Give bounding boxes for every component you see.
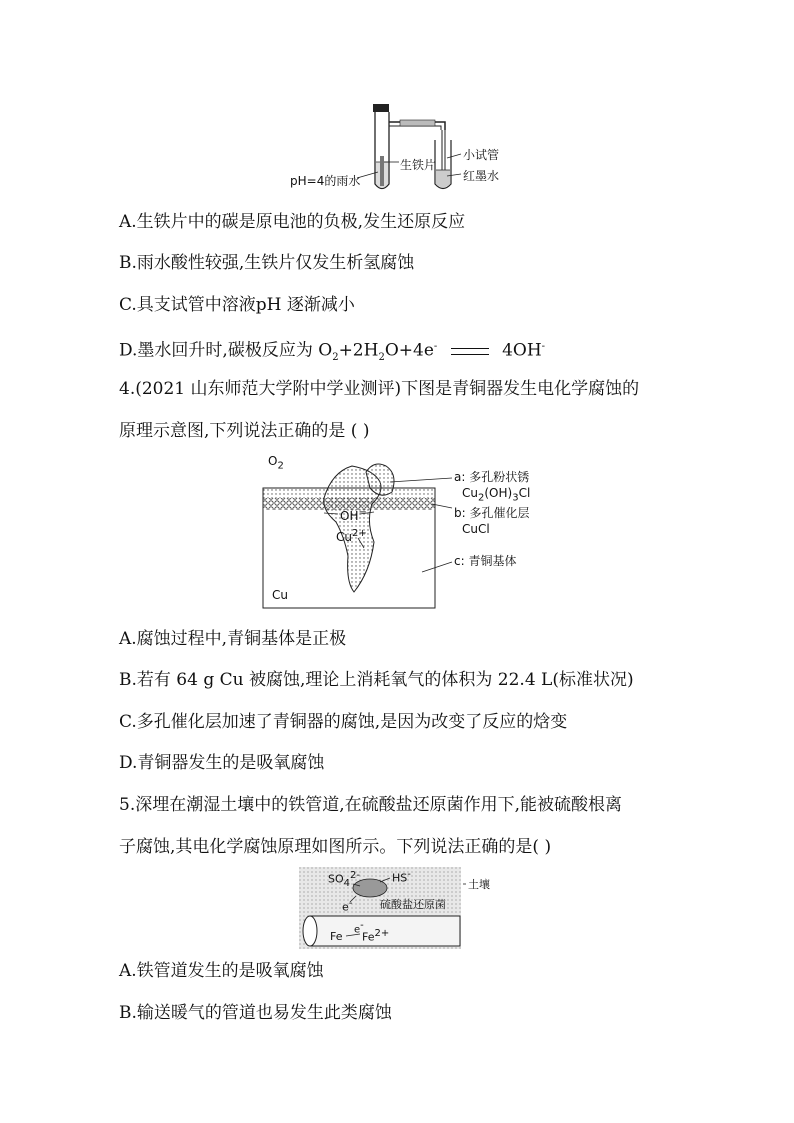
cu-label: Cu <box>272 588 288 602</box>
q5-stem-line1: 5.深埋在潮湿土壤中的铁管道,在硫酸盐还原菌作用下,能被硫酸根离 <box>119 795 623 815</box>
apparatus-figure <box>285 100 525 195</box>
q5-stem-line2: 子腐蚀,其电化学腐蚀原理如图所示。下列说法正确的是( ) <box>119 837 552 857</box>
label-b: b: 多孔催化层 <box>454 506 530 520</box>
q5-option-b: B.输送暖气的管道也易发生此类腐蚀 <box>119 1003 392 1023</box>
bronze-corrosion-figure <box>262 452 542 612</box>
q3-option-d: D.墨水回升时,碳极反应为 $O_2+2H_2O+4e^-$ 4OH- <box>119 340 546 364</box>
label-iron: 生铁片 <box>400 158 437 172</box>
q4-stem-line1: 4.(2021 山东师范大学附中学业测评)下图是青铜器发生电化学腐蚀的 <box>119 379 640 399</box>
cu2-ion: $Cu^{2+}$ <box>336 528 367 544</box>
electron-label: e- <box>342 898 353 914</box>
electron2-label: e- <box>354 920 364 936</box>
label-small-tube: 小试管 <box>463 148 500 162</box>
q4-option-b: B.若有 64 g Cu 被腐蚀,理论上消耗氧气的体积为 22.4 L(标准状况) <box>119 670 634 690</box>
label-c: c: 青铜基体 <box>454 554 517 568</box>
q4-option-d: D.青铜器发生的是吸氧腐蚀 <box>119 753 325 773</box>
label-b-formula: CuCl <box>462 522 490 536</box>
so4-ion: $SO_4^{2-}$ <box>328 870 360 889</box>
o2-label: $O_2$ <box>268 454 284 472</box>
pipe-corrosion-figure <box>298 866 498 950</box>
bacteria-label: 硫酸盐还原菌 <box>380 898 446 911</box>
q4-option-a: A.腐蚀过程中,青铜基体是正极 <box>119 629 347 649</box>
double-line-arrow <box>451 348 489 355</box>
hs-ion: HS- <box>392 869 411 885</box>
label-ink: 红墨水 <box>463 169 500 183</box>
label-a: a: 多孔粉状锈 <box>454 470 530 484</box>
oh-ion: OH− <box>340 507 367 523</box>
q3-option-b: B.雨水酸性较强,生铁片仅发生析氢腐蚀 <box>119 253 415 273</box>
q3-option-a: A.生铁片中的碳是原电池的负极,发生还原反应 <box>119 212 466 232</box>
fe2-ion: $Fe^{2+}$ <box>362 928 390 944</box>
q5-option-a: A.铁管道发生的是吸氧腐蚀 <box>119 961 324 981</box>
label-rain: pH=4的雨水 <box>290 174 361 188</box>
fe-label: Fe <box>330 930 343 943</box>
q4-option-c: C.多孔催化层加速了青铜器的腐蚀,是因为改变了反应的焓变 <box>119 712 568 732</box>
q3-option-c: C.具支试管中溶液pH 逐渐减小 <box>119 295 355 315</box>
soil-label: 土壤 <box>468 878 490 891</box>
label-a-formula: $Cu_2(OH)_3Cl$ <box>462 486 531 504</box>
q4-stem-line2: 原理示意图,下列说法正确的是 ( ) <box>119 421 370 441</box>
